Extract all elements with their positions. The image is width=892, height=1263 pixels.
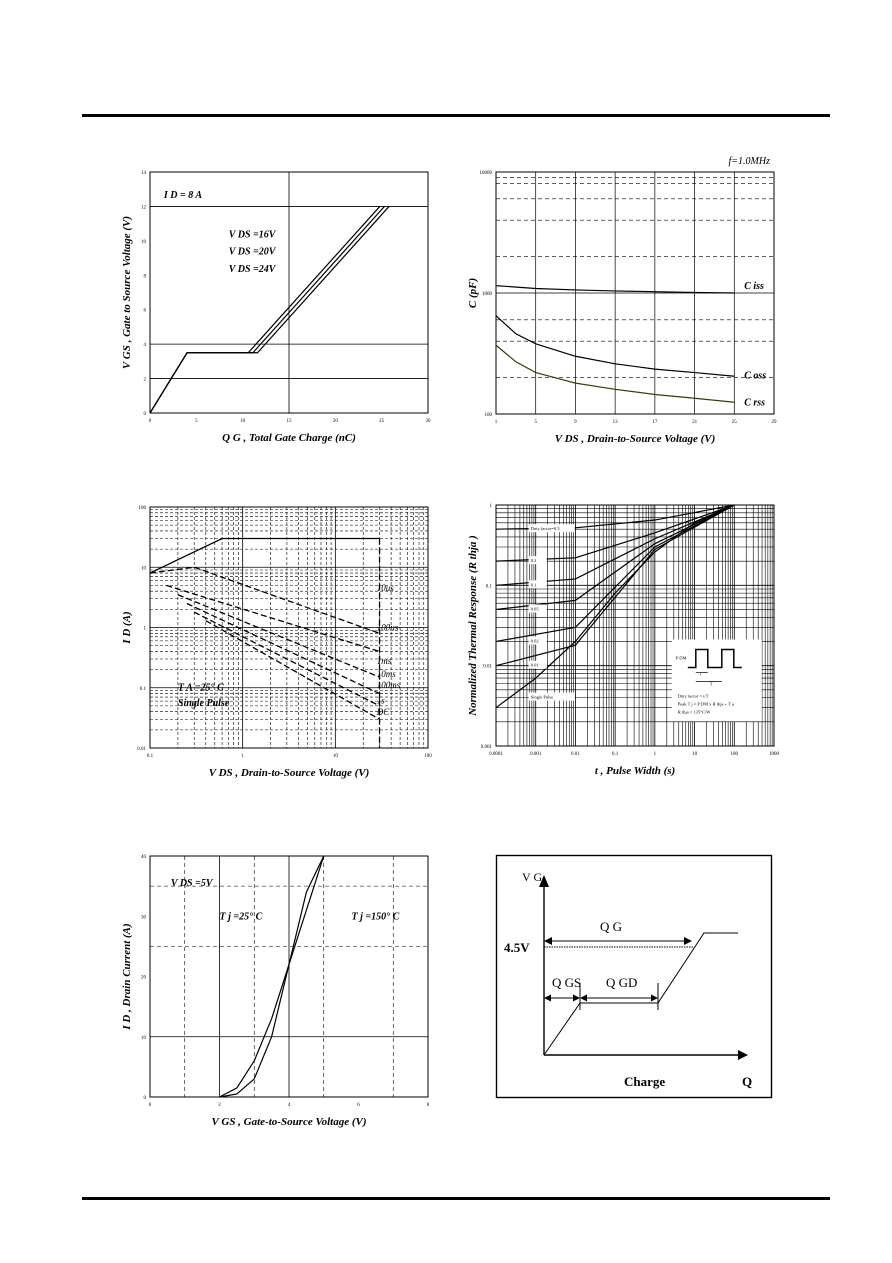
x-tick-label: 5 — [534, 420, 537, 425]
y-tick-label: 1000 — [482, 292, 492, 297]
safe-operating-area-chart — [112, 495, 442, 785]
soa-curve-label: 100us — [376, 622, 399, 633]
soa-curve-label: 1s — [376, 695, 385, 706]
x-tick-label: 4 — [287, 1103, 291, 1108]
y-tick-label: 0 — [143, 1096, 146, 1101]
x-tick-label: 25 — [731, 420, 737, 425]
legend-label: Duty factor=0.5 — [530, 526, 560, 532]
x-tick-label: 0.1 — [612, 752, 619, 757]
x-tick-label: 17 — [652, 420, 658, 425]
y-tick-label: 40 — [141, 855, 146, 860]
legend-label: 0.02 — [530, 638, 539, 644]
x-tick-label: 29 — [771, 420, 777, 425]
soa-curve-label: DC — [376, 707, 390, 718]
x-tick-label: 8 — [426, 1103, 430, 1108]
qgs-arrow-right — [573, 995, 580, 1002]
series-label-ciss: C iss — [744, 281, 764, 292]
x-tick-label: 15 — [286, 419, 292, 424]
y-tick-label: 6 — [143, 308, 146, 314]
series-label-crss: C rss — [744, 397, 766, 409]
inset-note: Duty factor = t/T — [677, 693, 709, 699]
inset-note: Peak T j = P DM x R thja + T a — [677, 701, 735, 707]
y-tick-label: 0.1 — [139, 686, 146, 692]
capacitance-chart — [458, 150, 788, 455]
x-tick-label: 10 — [692, 752, 698, 757]
gate-charge-waveform-diagram — [496, 855, 773, 1099]
x-tick-label: 0 — [148, 1103, 152, 1108]
legend-label: 0.01 — [530, 662, 539, 668]
top-rule — [82, 114, 830, 117]
qgs-label: Q GS — [552, 975, 582, 990]
annotation-single-pulse: Single Pulse — [177, 697, 230, 709]
charge-label: Charge — [624, 1074, 666, 1089]
x-tick-label: 1000 — [769, 752, 779, 757]
y-tick-label: 20 — [141, 975, 146, 981]
y-tick-label: 12 — [141, 205, 146, 211]
x-tick-label: 25 — [379, 419, 385, 424]
soa-curve-label: 100ms — [376, 679, 401, 690]
y-axis-label: Normalized Thermal Response (R thja ) — [467, 535, 479, 716]
x-tick-label: 0.01 — [571, 752, 580, 757]
level-label: 4.5V — [504, 940, 530, 955]
annotation-vds-20: V DS =20V — [228, 246, 276, 258]
legend-label: Single Pulse — [530, 694, 554, 700]
qgd-label: Q GD — [606, 975, 638, 990]
thermal-response-chart — [458, 495, 788, 785]
inset-note: R thja = 135°C/W — [677, 709, 711, 715]
x-tick-label: 6 — [357, 1103, 360, 1108]
y-tick-label: 0.1 — [485, 584, 492, 590]
annotation-tj25: T j =25° C — [219, 911, 263, 923]
annotation-vds: V DS =5V — [170, 878, 213, 890]
annotation-id: I D = 8 A — [163, 189, 203, 201]
x-tick-label: 20 — [332, 419, 338, 424]
y-tick-label: 8 — [143, 274, 146, 280]
qg-label: Q G — [600, 919, 623, 934]
x-tick-label: 10 — [332, 754, 338, 759]
y-tick-label: 14 — [141, 171, 146, 176]
y-axis-label: I D (A) — [121, 611, 133, 644]
y-axis-label: I D , Drain Current (A) — [121, 923, 133, 1030]
x-tick-label: 30 — [425, 419, 431, 424]
y-tick-label: 0.01 — [483, 664, 492, 670]
waveform-line — [544, 933, 738, 1055]
x-axis-label: Q G , Total Gate Charge (nC) — [222, 432, 356, 444]
x-axis-label: V DS , Drain-to-Source Voltage (V) — [208, 767, 370, 779]
legend-label: 0.1 — [530, 582, 537, 588]
x-tick-label: 0.0001 — [489, 752, 503, 757]
x-tick-label: 10 — [240, 419, 246, 424]
gate-charge-chart — [112, 160, 442, 450]
x-tick-label: 100 — [424, 754, 432, 759]
qgd-arrow-right — [651, 995, 658, 1002]
legend-label: 0.2 — [530, 558, 537, 564]
annotation-vds-16: V DS =16V — [228, 229, 276, 241]
y-tick-label: 4 — [143, 343, 146, 349]
q-label: Q — [742, 1074, 753, 1089]
frequency-note: f=1.0MHz — [728, 156, 770, 167]
inset-t: t — [699, 671, 702, 677]
inset-pdm: P DM — [675, 655, 687, 661]
x-axis-label: V DS , Drain-to-Source Voltage (V) — [554, 433, 716, 445]
y-tick-label: 10 — [141, 566, 146, 572]
soa-curve-label: 1ms — [376, 655, 392, 666]
qgs-arrow-left — [544, 995, 551, 1002]
vg-label: V G — [522, 870, 543, 884]
x-tick-label: 0.001 — [530, 752, 542, 757]
y-tick-label: 1 — [143, 626, 146, 632]
y-tick-label: 0.001 — [480, 745, 492, 750]
annotation-vds-24: V DS =24V — [228, 263, 276, 275]
annotation-tj150: T j =150° C — [351, 911, 400, 923]
y-tick-label: 10 — [141, 1035, 146, 1041]
transfer-characteristics-chart — [112, 845, 442, 1140]
x-tick-label: 5 — [195, 419, 198, 424]
qg-arrow-left — [544, 937, 552, 945]
x-tick-label: 13 — [612, 420, 618, 425]
y-tick-label: 10000 — [479, 171, 492, 176]
x-axis-label: V GS , Gate-to-Source Voltage (V) — [211, 1116, 367, 1128]
y-axis-label: C (pF) — [467, 277, 479, 309]
x-axis-label: t , Pulse Width (s) — [594, 765, 676, 777]
annotation-ta: T A =25° C — [177, 682, 224, 694]
qgd-arrow-left — [580, 995, 587, 1002]
x-tick-label: 9 — [574, 420, 577, 425]
y-axis-label: V GS , Gate to Source Voltage (V) — [121, 215, 133, 370]
x-tick-label: 1 — [241, 754, 244, 759]
x-tick-label: 2 — [218, 1103, 221, 1108]
x-tick-label: 1 — [494, 420, 498, 425]
y-tick-label: 0 — [143, 412, 146, 417]
x-tick-label: 0 — [148, 419, 152, 424]
x-tick-label: 21 — [692, 420, 698, 425]
y-tick-label: 1 — [489, 504, 492, 509]
inset-T: T — [709, 681, 713, 687]
x-tick-label: 100 — [730, 752, 739, 757]
y-tick-label: 100 — [484, 413, 492, 418]
y-tick-label: 10 — [141, 239, 146, 245]
x-axis-arrow — [738, 1050, 748, 1060]
x-tick-label: 0.1 — [146, 754, 154, 759]
x-tick-label: 1 — [653, 752, 657, 757]
y-tick-label: 100 — [138, 506, 146, 511]
bottom-rule — [82, 1197, 830, 1200]
y-tick-label: 30 — [141, 915, 146, 921]
y-tick-label: 2 — [143, 377, 146, 383]
legend-label: 0.05 — [530, 606, 539, 612]
qg-arrow-right — [684, 937, 692, 945]
y-tick-label: 0.01 — [137, 747, 146, 752]
soa-curve-label: 10us — [376, 583, 394, 594]
soa-curve-label: 10ms — [376, 669, 396, 680]
series-label-coss: C oss — [744, 370, 767, 382]
